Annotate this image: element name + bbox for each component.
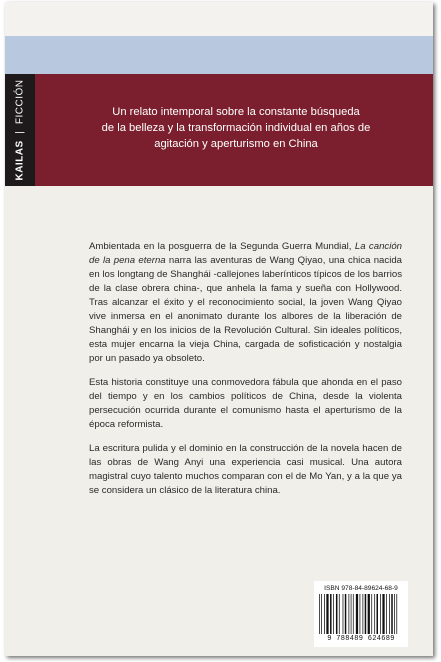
collection-name: FICCIÓN	[14, 79, 26, 125]
blue-band	[5, 36, 433, 74]
tagline-line: de la belleza y la transformación individual en años de	[101, 122, 371, 134]
publisher-separator: |	[14, 127, 26, 138]
barcode-icon	[318, 594, 404, 634]
book-title: La canción de la pena eterna	[89, 241, 403, 266]
tagline-line: Un relato intemporal sobre la constante búsqueda	[112, 106, 360, 118]
tagline-line: agitación y aperturismo en China	[154, 138, 318, 150]
tagline	[101, 104, 371, 152]
synopsis-paragraph-1	[89, 240, 402, 366]
barcode-digits: 9 788489 624689	[327, 635, 395, 643]
book-back-cover	[5, 2, 433, 656]
publisher-collection-text	[15, 79, 26, 180]
synopsis-paragraph-2: Esta historia constituye una conmovedora fábula que ahonda en el paso del tiempo y en los cambios políticos de China, desde la violenta persecución ocurrida durante el comunismo hasta el aperturismo de la época reformista.	[89, 377, 402, 430]
synopsis-text: Ambientada en la posguerra de la Segunda Guerra Mundial,	[89, 241, 355, 252]
barcode-box	[314, 581, 408, 647]
synopsis-text: narra las aventuras de Wang Qiyao, una chica nacida en los longtang de Shanghái -callejones laberínticos típicos de los barrios de la clase obrera china-, que anhela la fama y sueña con Hollywood. Tras alcanzar el éxito y el reconocimiento social, la joven Wang Qiyao vive inmersa en el anonimato durante los albores de la liberación de Shanghái y en los inicios de la Revolución Cultural. Sin ideales políticos, esta mujer encarna la vieja China, cargada de sofisticación y nostalgia por un pasado ya obsoleto.	[89, 255, 402, 364]
top-band	[5, 2, 433, 36]
isbn-label: ISBN 978-84-89624-68-9	[324, 585, 398, 592]
synopsis-paragraph-3: La escritura pulida y el dominio en la construcción de la novela hacen de las obras de Wang Anyi una experiencia casi musical. Una autora magistral cuyo talento muchos comparan con el de Mo Yan, y a la que ya se considera un clásico de la literatura china.	[89, 443, 402, 496]
publisher-name: KAILAS	[14, 140, 26, 181]
